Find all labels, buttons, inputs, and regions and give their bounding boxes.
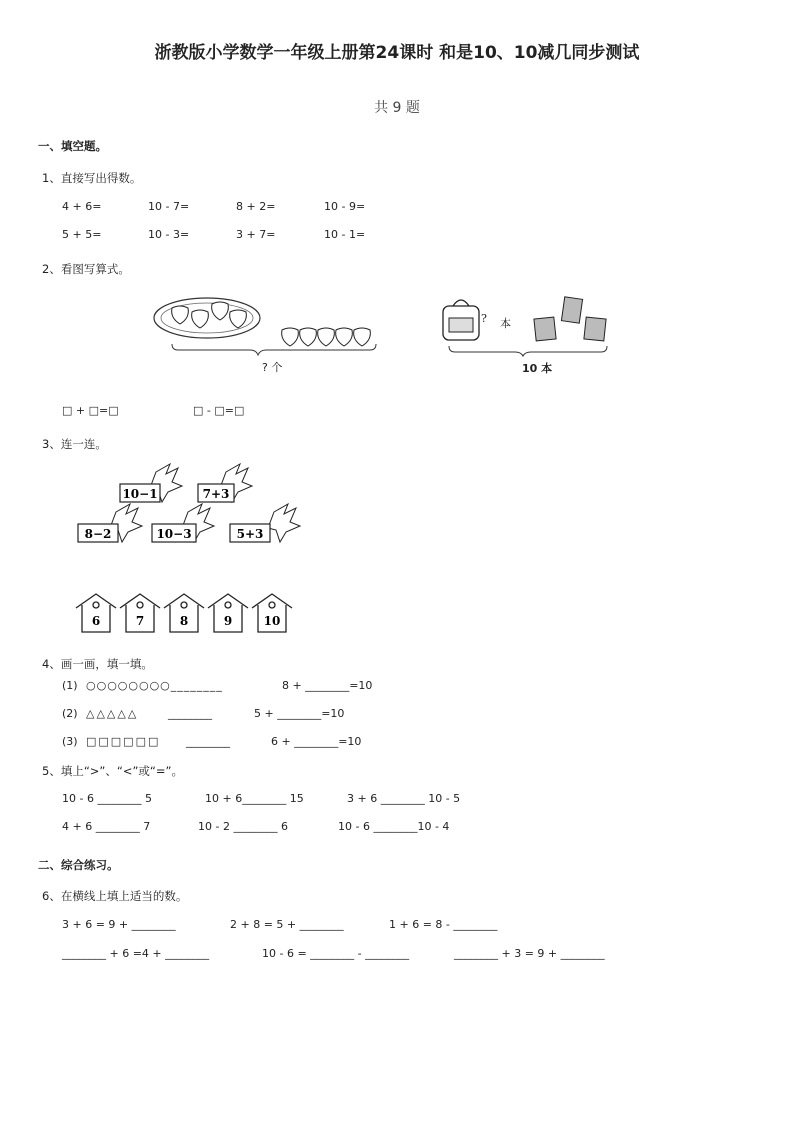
q1-r1-c3: 8 + 2=: [236, 200, 276, 213]
q1-r1-c4: 10 - 9=: [324, 200, 366, 213]
page-title: 浙教版小学数学一年级上册第24课时 和是10、10减几同步测试: [154, 43, 640, 63]
q4-item1-equation[interactable]: 8 + ________=10: [282, 679, 373, 692]
q6-prompt: 6、在横线上填上适当的数。: [42, 889, 188, 903]
q3-prompt: 3、连一连。: [42, 437, 107, 451]
section-2-heading: 二、综合练习。: [38, 858, 119, 872]
q5-r1-c3[interactable]: 3 + 6 ________ 10 - 5: [347, 792, 461, 805]
card-1[interactable]: 10−1: [122, 487, 158, 501]
card-5[interactable]: 5+3: [236, 527, 264, 541]
q4-item1-shapes: ○○○○○○○○________: [86, 679, 223, 692]
q6-r1-c1[interactable]: 3 + 6 = 9 + ________: [62, 918, 176, 931]
svg-text:?: ?: [481, 312, 487, 325]
q4-item3-blank[interactable]: ________: [186, 735, 230, 748]
q1-r2-c3: 3 + 7=: [236, 228, 276, 241]
q2-books-word: 本: [500, 317, 511, 330]
q6-r1-c2[interactable]: 2 + 8 = 5 + ________: [230, 918, 344, 931]
q1-r1-c2: 10 - 7=: [148, 200, 190, 213]
question-count: 共 9 题: [374, 100, 420, 116]
q6-r2-c1[interactable]: ________ + 6 =4 + ________: [62, 947, 210, 960]
section-1-heading: 一、填空题。: [38, 139, 107, 153]
q2-left-label: ? 个: [262, 361, 283, 374]
q4-item2-blank[interactable]: ________: [168, 707, 212, 720]
q4-item1-number: (1): [62, 679, 78, 692]
q4-item3-equation[interactable]: 6 + ________=10: [271, 735, 362, 748]
q2-right-label: 10 本: [522, 362, 553, 375]
q4-prompt: 4、画一画，填一填。: [42, 657, 153, 671]
houses-picture: [74, 592, 304, 636]
q5-r2-c3[interactable]: 10 - 6 ________10 - 4: [338, 820, 450, 833]
q6-r1-c3[interactable]: 1 + 6 = 8 - ________: [389, 918, 498, 931]
q4-item3-number: (3): [62, 735, 78, 748]
house-2[interactable]: 7: [135, 614, 145, 628]
q1-r1-c1: 4 + 6=: [62, 200, 102, 213]
schoolbag-books-picture: [435, 292, 615, 357]
card-2[interactable]: 7+3: [202, 487, 230, 501]
q5-r2-c2[interactable]: 10 - 2 ________ 6: [198, 820, 288, 833]
q5-r2-c1[interactable]: 4 + 6 ________ 7: [62, 820, 151, 833]
q1-r2-c2: 10 - 3=: [148, 228, 190, 241]
house-1[interactable]: 6: [91, 614, 101, 628]
q4-item3-shapes: □□□□□□: [86, 735, 161, 748]
q2-equation-sub: □ - □=□: [193, 404, 245, 417]
q6-r2-c3[interactable]: ________ + 3 = 9 + ________: [454, 947, 605, 960]
q2-prompt: 2、看图写算式。: [42, 262, 130, 276]
q4-item2-number: (2): [62, 707, 78, 720]
q5-prompt: 5、填上“>”、“<”或“=”。: [42, 764, 183, 778]
card-3[interactable]: 8−2: [84, 527, 112, 541]
house-3[interactable]: 8: [179, 614, 189, 628]
q4-item2-equation[interactable]: 5 + ________=10: [254, 707, 345, 720]
q1-prompt: 1、直接写出得数。: [42, 171, 142, 185]
q1-r2-c4: 10 - 1=: [324, 228, 366, 241]
q5-r1-c2[interactable]: 10 + 6________ 15: [205, 792, 304, 805]
q5-r1-c1[interactable]: 10 - 6 ________ 5: [62, 792, 152, 805]
house-5[interactable]: 10: [263, 614, 281, 628]
q1-r2-c1: 5 + 5=: [62, 228, 102, 241]
house-4[interactable]: 9: [223, 614, 233, 628]
card-4[interactable]: 10−3: [156, 527, 192, 541]
q4-item2-shapes: △△△△△: [86, 707, 139, 720]
q2-equation-add: □ + □=□: [62, 404, 119, 417]
q6-r2-c2[interactable]: 10 - 6 = ________ - ________: [262, 947, 410, 960]
bird-cards-picture: [70, 460, 320, 550]
